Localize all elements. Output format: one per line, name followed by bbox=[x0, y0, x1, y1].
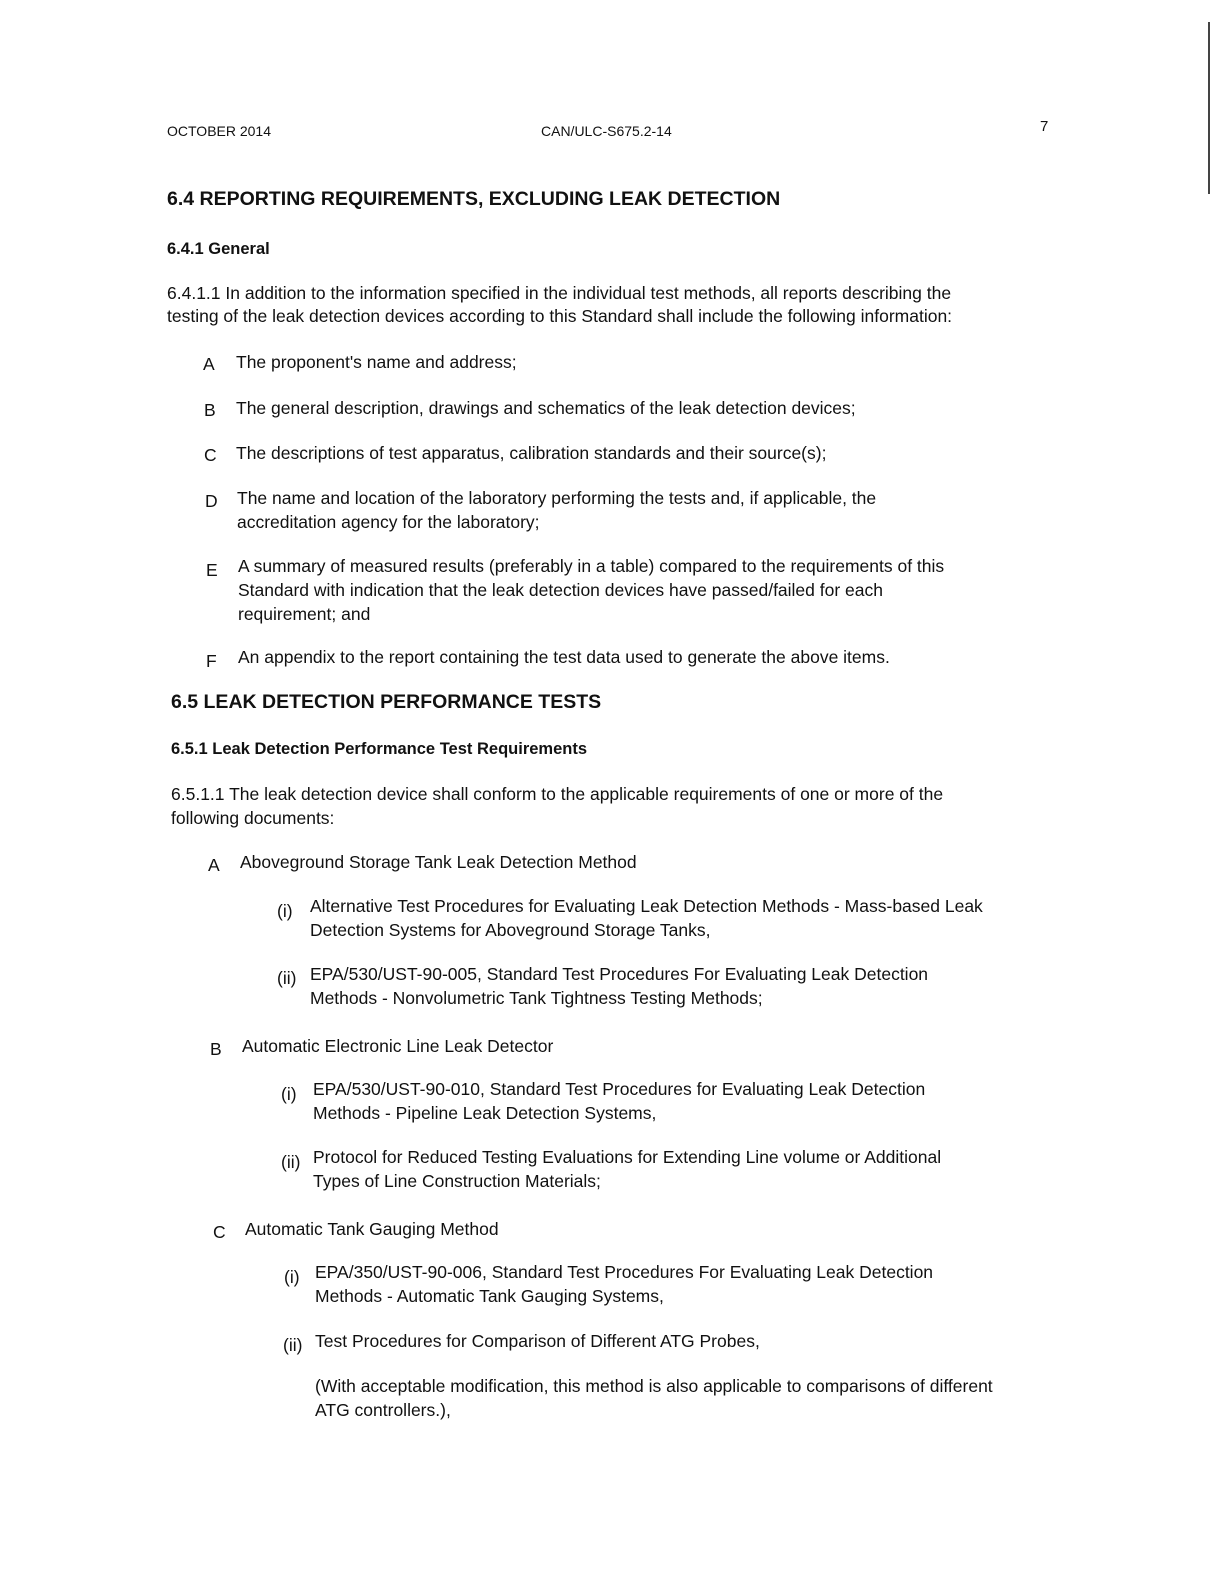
list-item-label-c: C bbox=[204, 445, 217, 465]
list-item-d-text bbox=[237, 486, 876, 534]
section-6-4-heading: 6.4 REPORTING REQUIREMENTS, EXCLUDING LEAK DETECTION bbox=[167, 188, 781, 210]
group-a-title: Aboveground Storage Tank Leak Detection Method bbox=[240, 852, 637, 872]
group-b-sub-label-i: (i) bbox=[281, 1084, 297, 1104]
paragraph-6-4-1-1-line1: 6.4.1.1 In addition to the information specified in the individual test methods, all reports describing the bbox=[167, 283, 952, 303]
group-c-note-line2: ATG controllers.), bbox=[315, 1400, 451, 1420]
section-6-4-1-heading: 6.4.1 General bbox=[167, 240, 270, 258]
group-a-sub-ii-text bbox=[310, 962, 928, 1010]
list-item-a-text bbox=[236, 350, 517, 374]
list-item-d-line1: The name and location of the laboratory performing the tests and, if applicable, the bbox=[237, 488, 877, 508]
group-a-sub-i-line1: Alternative Test Procedures for Evaluating Leak Detection Methods - Mass-based Leak bbox=[310, 896, 983, 916]
paragraph-6-5-1-1-line1: 6.5.1.1 The leak detection device shall conform to the applicable requirements of one or more of the bbox=[171, 784, 944, 804]
list-item-f-line1: An appendix to the report containing the test data used to generate the above items. bbox=[238, 647, 890, 667]
list-item-d-line2: accreditation agency for the laboratory; bbox=[237, 512, 540, 532]
group-label-c: C bbox=[213, 1222, 226, 1242]
group-b-sub-label-ii: (ii) bbox=[281, 1152, 301, 1172]
group-b-sub-ii-text bbox=[313, 1145, 941, 1193]
group-c-note-line1: (With acceptable modification, this method is also applicable to comparisons of different bbox=[315, 1376, 993, 1396]
group-c-sub-i-line1: EPA/350/UST-90-006, Standard Test Procedures For Evaluating Leak Detection bbox=[315, 1262, 934, 1282]
group-a-sub-ii-line1: EPA/530/UST-90-005, Standard Test Procedures For Evaluating Leak Detection bbox=[310, 964, 929, 984]
group-c-sub-label-i: (i) bbox=[284, 1267, 300, 1287]
list-item-label-a: A bbox=[203, 354, 215, 374]
list-item-b-line1: The general description, drawings and schematics of the leak detection devices; bbox=[236, 398, 856, 418]
group-c-sub-ii-line1: Test Procedures for Comparison of Different ATG Probes, bbox=[315, 1331, 760, 1351]
list-item-label-f: F bbox=[206, 651, 217, 671]
group-c-note bbox=[315, 1374, 993, 1422]
section-6-5-heading: 6.5 LEAK DETECTION PERFORMANCE TESTS bbox=[171, 691, 602, 713]
group-a-sub-label-i: (i) bbox=[277, 901, 293, 921]
list-item-c-line1: The descriptions of test apparatus, calibration standards and their source(s); bbox=[236, 443, 827, 463]
group-c-sub-ii-text bbox=[315, 1329, 760, 1353]
group-a-sub-i-text bbox=[310, 894, 983, 942]
group-c-sub-label-ii: (ii) bbox=[283, 1335, 303, 1355]
list-item-e-line2: Standard with indication that the leak detection devices have passed/failed for each bbox=[238, 580, 883, 600]
paragraph-6-4-1-1-line2: testing of the leak detection devices according to this Standard shall include the following information: bbox=[167, 306, 953, 326]
header-doc-id: CAN/ULC-S675.2-14 bbox=[541, 123, 672, 139]
group-c-sub-i-text bbox=[315, 1260, 933, 1308]
group-b-sub-i-line1: EPA/530/UST-90-010, Standard Test Procedures for Evaluating Leak Detection bbox=[313, 1079, 926, 1099]
group-a-sub-i-line2: Detection Systems for Aboveground Storage Tanks, bbox=[310, 920, 711, 940]
list-item-label-e: E bbox=[206, 560, 218, 580]
list-item-a-line1: The proponent's name and address; bbox=[236, 352, 517, 372]
section-6-5-1-heading: 6.5.1 Leak Detection Performance Test Requirements bbox=[171, 740, 588, 758]
paragraph-6-5-1-1-line2: following documents: bbox=[171, 808, 335, 828]
group-a-sub-ii-line2: Methods - Nonvolumetric Tank Tightness Testing Methods; bbox=[310, 988, 763, 1008]
group-c-sub-i-line2: Methods - Automatic Tank Gauging Systems, bbox=[315, 1286, 664, 1306]
group-label-a: A bbox=[208, 855, 220, 875]
group-b-sub-i-text bbox=[313, 1077, 925, 1125]
group-label-b: B bbox=[210, 1039, 222, 1059]
scan-edge-line bbox=[1208, 22, 1210, 194]
group-b-sub-ii-line2: Types of Line Construction Materials; bbox=[313, 1171, 601, 1191]
list-item-c-text bbox=[236, 441, 826, 465]
list-item-label-b: B bbox=[204, 400, 216, 420]
group-b-sub-i-line2: Methods - Pipeline Leak Detection Systems, bbox=[313, 1103, 657, 1123]
group-b-sub-ii-line1: Protocol for Reduced Testing Evaluations for Extending Line volume or Additional bbox=[313, 1147, 942, 1167]
list-item-label-d: D bbox=[205, 491, 218, 511]
group-a-sub-label-ii: (ii) bbox=[277, 968, 297, 988]
list-item-e-text bbox=[238, 554, 944, 626]
list-item-e-line1: A summary of measured results (preferably in a table) compared to the requirements of this bbox=[238, 556, 945, 576]
list-item-f-text bbox=[238, 645, 890, 669]
list-item-e-line3: requirement; and bbox=[238, 604, 371, 624]
header-page-number: 7 bbox=[1040, 118, 1049, 135]
header-date: OCTOBER 2014 bbox=[167, 123, 272, 139]
group-c-title: Automatic Tank Gauging Method bbox=[245, 1219, 499, 1239]
list-item-b-text bbox=[236, 396, 856, 420]
group-b-title: Automatic Electronic Line Leak Detector bbox=[242, 1036, 554, 1056]
